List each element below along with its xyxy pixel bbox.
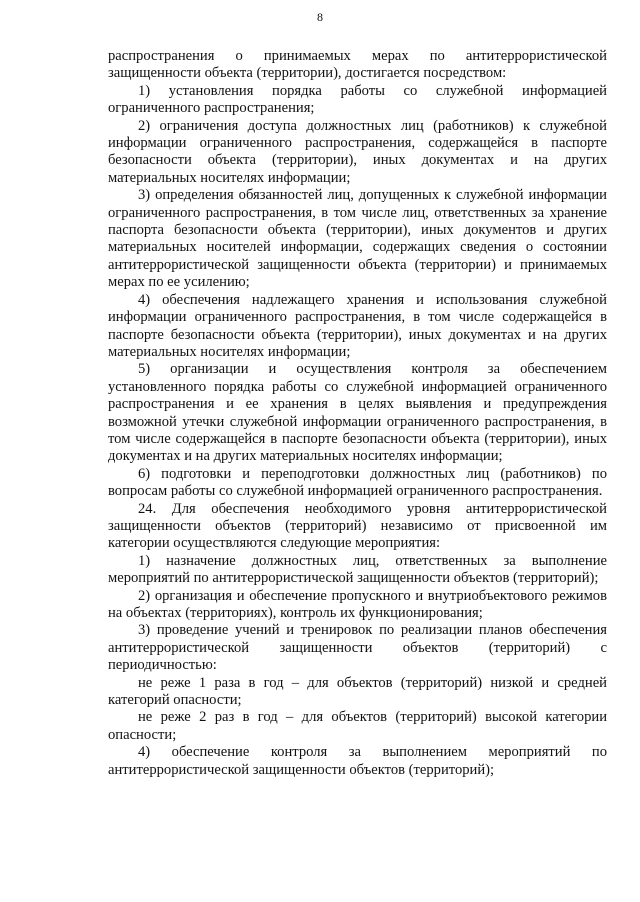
clause-24: 24. Для обеспечения необходимого уровня антитеррористической защищенности объектов (территорий) независимо от присвоенной им категории осуществляются следующие мероприятия:	[108, 500, 607, 552]
list-item-6-training: 6) подготовки и переподготовки должностных лиц (работников) по вопросам работы со служебной информацией ограниченного распространения.	[108, 465, 607, 500]
measure-item-4: 4) обеспечение контроля за выполнением мероприятий по антитеррористической защищенности объектов (территорий);	[108, 744, 607, 778]
frequency-high: не реже 2 раз в год – для объектов (территорий) высокой категории опасности;	[108, 709, 607, 743]
measure-item-2: 2) организация и обеспечение пропускного и внутриобъектового режимов на объектах (территориях), контроль их функционирования;	[108, 587, 607, 621]
page-number: 8	[317, 10, 323, 24]
list-item-4-storage: 4) обеспечения надлежащего хранения и использования служебной информации ограниченного распространения, в том числе содержащейся в паспорте безопасности объекта (территории), иных документах и на других материальных носителях информации;	[108, 291, 607, 360]
document-body	[108, 48, 607, 779]
list-item-2-access-restriction: 2) ограничения доступа должностных лиц (работников) к служебной информации ограниченного распространения, содержащейся в паспорте безопасности объекта (территории), иных документах и на других материальных носителях информации;	[108, 117, 607, 186]
paragraph-continuation: распространения о принимаемых мерах по антитеррористической защищенности объекта (территории), достигается посредством:	[108, 48, 607, 82]
list-item-3-responsibilities: 3) определения обязанностей лиц, допущенных к служебной информации ограниченного распространения, в том числе лиц, ответственных за хранение паспорта безопасности объекта (территории), иных документов и других материальных носителей информации, содержащих сведения о состоянии антитеррористической защищенности объекта (территории) и принимаемых мерах по ее усилению;	[108, 187, 607, 291]
list-item-1-info-procedure: 1) установления порядка работы со служебной информацией ограниченного распространения;	[108, 82, 607, 117]
frequency-low-medium: не реже 1 раза в год – для объектов (территорий) низкой и средней категорий опасности;	[108, 674, 607, 709]
list-item-5-control: 5) организации и осуществления контроля за обеспечением установленного порядка работы со служебной информацией ограниченного распространения и ее хранения в целях выявления и предупреждения возможной утечки служебной информации ограниченного распространения, в том числе содержащейся в паспорте безопасности объекта (территории), иных документах и на других материальных носителях информации;	[108, 361, 607, 465]
measure-item-3: 3) проведение учений и тренировок по реализации планов обеспечения антитеррористической защищенности объектов (территорий) с периодичностью:	[108, 622, 607, 674]
measure-item-1: 1) назначение должностных лиц, ответственных за выполнение мероприятий по антитеррористической защищенности объектов (территорий);	[108, 552, 607, 587]
